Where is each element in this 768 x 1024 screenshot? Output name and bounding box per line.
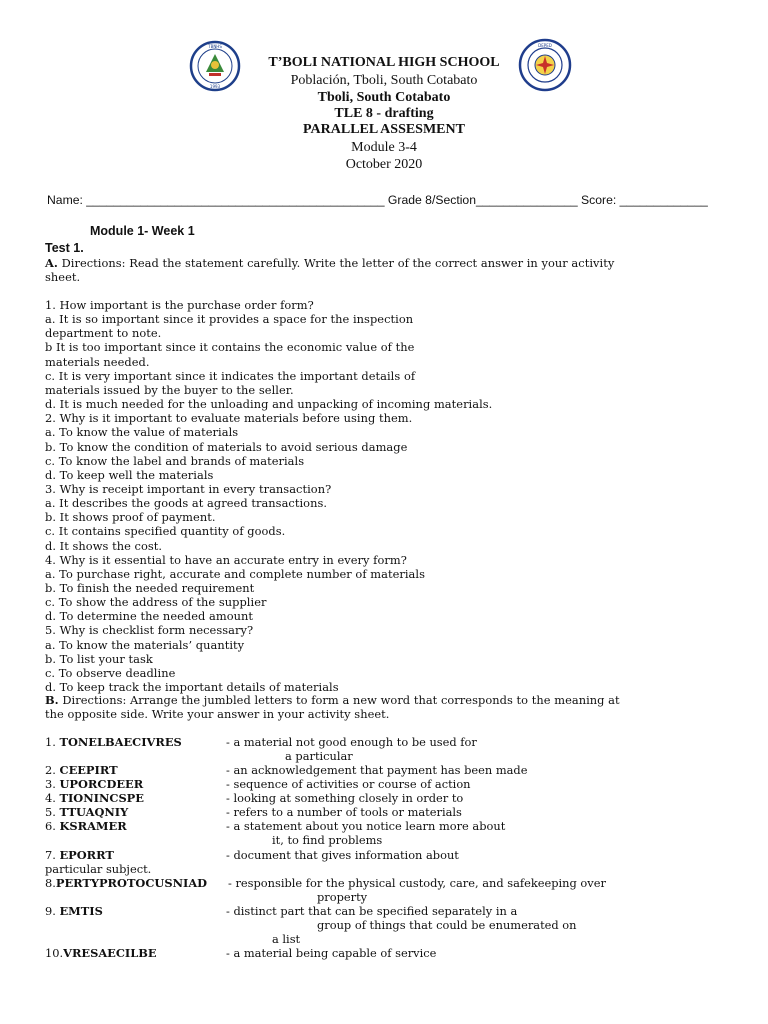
assessment-title: PARALLEL ASSESMENT xyxy=(303,122,465,137)
item-number: 8. xyxy=(45,876,56,890)
jumbled-word xyxy=(45,819,127,833)
part-a-directions-cont: sheet. xyxy=(45,270,81,284)
jumbled-letters: TONELBAECIVRES xyxy=(59,735,182,749)
jumbled-word xyxy=(45,791,144,805)
module-week-heading: Module 1- Week 1 xyxy=(90,224,195,238)
question-line: a. To know the materials’ quantity xyxy=(45,637,245,652)
jumbled-word xyxy=(45,763,118,777)
item-number: 2. xyxy=(45,763,60,777)
jumbled-letters: CEEPIRT xyxy=(59,763,118,777)
definition-continuation: group of things that could be enumerated on xyxy=(317,918,577,932)
question-line: 2. Why is it important to evaluate materials before using them. xyxy=(45,411,413,426)
question-line: 1. How important is the purchase order form? xyxy=(45,298,314,312)
definition: - a material not good enough to be used for xyxy=(226,735,477,749)
definition-continuation: a particular xyxy=(285,749,353,763)
definition: - responsible for the physical custody, care, and safekeeping over xyxy=(228,876,606,890)
school-address: Población, Tboli, South Cotabato xyxy=(290,73,478,88)
question-line: d. To determine the needed amount xyxy=(45,609,254,624)
definition-continuation: property xyxy=(317,890,368,904)
jumbled-letters: VRESAECILBE xyxy=(63,946,157,960)
jumbled-word xyxy=(45,876,207,890)
question-line: c. It contains specified quantity of goods. xyxy=(45,524,286,539)
definition-continuation: a list xyxy=(272,932,301,946)
definition: - distinct part that can be specified separately in a xyxy=(226,904,518,918)
item-number: 10. xyxy=(45,946,64,960)
jumbled-word xyxy=(45,735,182,749)
question-line: c. To show the address of the supplier xyxy=(45,595,267,610)
question-line: d. It is much needed for the unloading and unpacking of incoming materials. xyxy=(45,397,493,412)
jumbled-letters: TTUAQNIY xyxy=(59,805,129,819)
question-line: a. To know the value of materials xyxy=(45,425,239,440)
question-line: d. To keep track the important details of materials xyxy=(45,680,339,695)
question-line: b. To know the condition of materials to avoid serious damage xyxy=(45,439,408,454)
question-line: c. To observe deadline xyxy=(45,665,176,680)
jumbled-letters: KSRAMER xyxy=(59,819,127,833)
jumbled-word xyxy=(45,848,114,862)
question-line: a. It is so important since it provides a space for the inspection xyxy=(45,312,414,327)
question-line: a. To purchase right, accurate and complete number of materials xyxy=(45,566,425,581)
question-line: c. It is very important since it indicates the important details of xyxy=(45,368,416,383)
question-line: c. To know the label and brands of materials xyxy=(45,453,305,468)
svg-text:TBNHS: TBNHS xyxy=(208,44,222,49)
jumbled-letters: EMTIS xyxy=(59,904,103,918)
item-number: 5. xyxy=(45,805,60,819)
item-number: 9. xyxy=(45,904,60,918)
jumbled-letters: PERTYPROTOCUSNIAD xyxy=(55,876,208,890)
jumbled-letters: UPORCDEER xyxy=(59,777,144,791)
jumbled-word xyxy=(45,946,157,960)
question-line: d. It shows the cost. xyxy=(45,538,163,553)
subject-title: TLE 8 - drafting xyxy=(334,106,434,121)
test-heading: Test 1. xyxy=(45,241,84,255)
question-line: 3. Why is receipt important in every transaction? xyxy=(45,481,332,496)
student-info-line: Name: ____________________________________________ Grade 8/Section_______________ Score: _____________ xyxy=(47,193,708,207)
definition: - a statement about you notice learn more about xyxy=(226,819,506,833)
jumbled-word xyxy=(45,904,103,918)
part-b-directions-cont: the opposite side. Write your answer in your activity sheet. xyxy=(45,707,390,721)
definition: - document that gives information about xyxy=(226,848,459,862)
module-label: Module 3-4 xyxy=(351,140,417,155)
question-line: b. To finish the needed requirement xyxy=(45,581,255,595)
definition: - a material being capable of service xyxy=(226,946,437,960)
school-location: Tboli, South Cotabato xyxy=(317,90,451,105)
item-number: 1. xyxy=(45,735,60,749)
svg-text:DEPED: DEPED xyxy=(538,43,552,48)
jumbled-word xyxy=(45,777,143,791)
jumbled-letters: TIONINCSPE xyxy=(59,791,144,805)
question-line: department to note. xyxy=(45,326,162,341)
question-line: materials issued by the buyer to the seller. xyxy=(45,382,294,397)
definition: - refers to a number of tools or materials xyxy=(226,805,462,819)
question-line: d. To keep well the materials xyxy=(45,467,214,482)
item-number: 3. xyxy=(45,777,60,791)
question-line: b It is too important since it contains the economic value of the xyxy=(45,340,415,355)
question-line: 5. Why is checklist form necessary? xyxy=(45,623,254,638)
definition: - looking at something closely in order to xyxy=(226,791,464,805)
question-line: materials needed. xyxy=(45,354,150,369)
item-number: 6. xyxy=(45,819,60,833)
school-name: T’BOLI NATIONAL HIGH SCHOOL xyxy=(268,55,500,70)
svg-text:1993: 1993 xyxy=(209,84,221,89)
question-line: b. To list your task xyxy=(45,651,153,666)
date-label: October 2020 xyxy=(345,157,423,172)
question-line: a. It describes the goods at agreed transactions. xyxy=(45,496,328,511)
definition: - an acknowledgement that payment has been made xyxy=(226,763,528,777)
definition-continuation: particular subject. xyxy=(45,862,152,876)
question-line: b. It shows proof of payment. xyxy=(45,510,216,525)
definition: - sequence of activities or course of action xyxy=(226,777,471,791)
jumbled-word xyxy=(45,805,128,819)
item-number: 4. xyxy=(45,791,60,805)
jumbled-letters: EPORRT xyxy=(59,848,114,862)
part-a-directions: A. Directions: Read the statement carefully. Write the letter of the correct answer in your activity xyxy=(45,256,615,270)
definition-continuation: it, to find problems xyxy=(272,833,383,847)
question-line: 4. Why is it essential to have an accurate entry in every form? xyxy=(45,552,407,567)
part-b-directions: B. Directions: Arrange the jumbled letters to form a new word that corresponds to the meaning at xyxy=(45,693,620,707)
item-number: 7. xyxy=(45,848,60,862)
